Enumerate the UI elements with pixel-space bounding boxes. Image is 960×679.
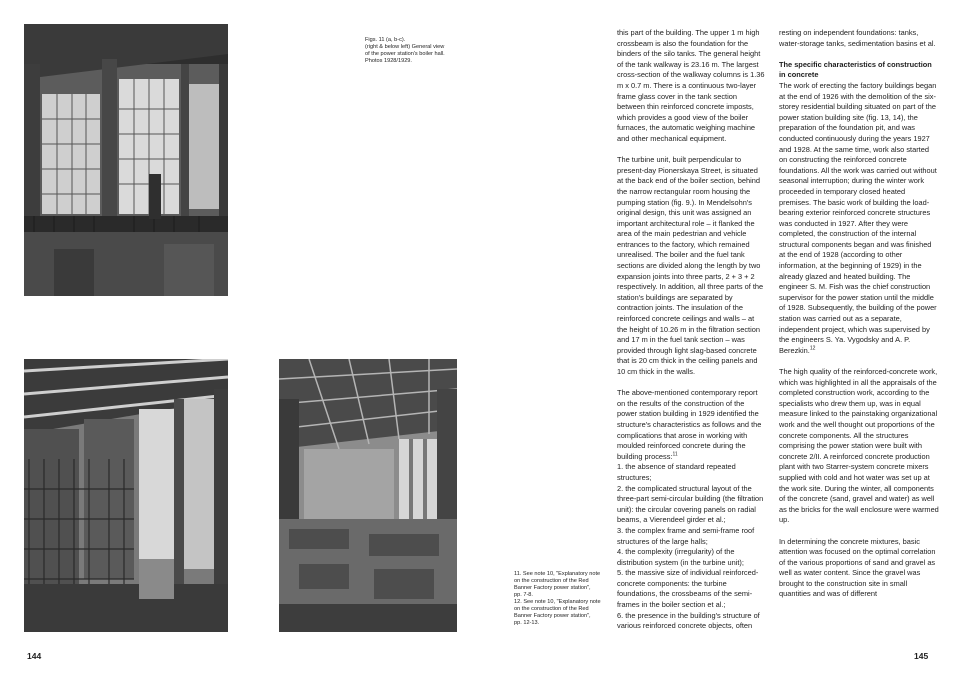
photo-boiler-hall-construction-image (24, 359, 228, 632)
footnotes: 11. See note 10, "Explanatory note on the construction of the Red Banner Factory power station", pp. 7-8. 12. See note 10, "Explanatory note on the construction of the Red Banner Factory power station", pp. 12-13. (514, 571, 601, 626)
col2-paragraph-2: The work of erecting the factory buildings began at the end of 1926 with the demolition of the six-storey residential building situated on part of the power station building site (fig. 13, 14), the preparation of the foundation pit, and was conducted continuously during the years 1927 and 1928. At the same time, work also started on constructing the reinforced concrete foundations. All the work was carried out without seasonal interruption; during the winter work proceeded in temporary closed heated premises. The basic work of building the load-bearing exterior reinforced concrete structures was conducted in 1927. After they were completed, the construction of the internal structural components began and was finished at the end of 1928 (according to other information, at the beginning of 1929) in the already glazed and heated building. The engineer S. M. Fish was the chief construction supervisor for the power station until the middle of 1928. Subsequently, the building of the power station was carried out as a separate, independent project, which was supervised by the engineers S. Ya. Vygodsky and A. P. Berezkin.$^{12}$ (779, 80, 937, 355)
col1-paragraph-3: The above-mentioned contemporary report on the results of the construction of the power station building in 1929 identified the structure's characteristics as follows and the complications that arose in working with moulded reinforced concrete during the building process:$^{11}$ (617, 388, 762, 461)
photo-hall-interior (279, 359, 457, 632)
figure-caption: Figs. 11 (a, b-c). (right & below left) General view of the power station's boiler hall. Photos 1928/1929. (365, 37, 445, 64)
col2-paragraph-4: In determining the concrete mixtures, basic attention was focused on the optimal correlation of the various proportions of sand and gravel as well as water content. Since the gravel was brought to the construction site in small quantities and was of different (779, 536, 936, 599)
complications-list (617, 462, 765, 632)
list-item: 6. the presence in the building's structure of various reinforced concrete objects, often (617, 610, 760, 631)
photo-hall-interior-image (279, 359, 457, 632)
col2-paragraph-3: The high quality of the reinforced-concrete work, which was highlighted in all the appraisals of the completed construction work, according to the specialists who drew them up, was in equal measure linked to the painstaking organizational work and the well thought out proportions of the concrete components. All the structures comprising the power station were built with concrete 2/II. A reinforced concrete production plant with two Starrer-system concrete mixers supplied with cold and hot water was set up at the work site. During the winter, all components of the concrete (sand, gravel and water) as well as the bricks for the wall enclosure were warmed up. (779, 367, 939, 525)
col1-paragraph-1: this part of the building. The upper 1 m high crossbeam is also the foundation for the binders of the silo tanks. The general height of the tank walkway is 23.16 m. The largest cross-section of the walkway columns is 1.36 m x 0.7 m. There is a continuous two-layer frame glass cover in the tank section between thin reinforced concrete imposts, which provides a good view of the boiler furnaces, the automatic weighing machine and other mechanical equipment. (617, 28, 765, 143)
photo-boiler-hall-gallery-image (24, 24, 228, 296)
page-number-left: 144 (27, 651, 42, 661)
list-item: 4. the complexity (irregularity) of the distribution system (in the turbine unit); (617, 547, 744, 567)
list-item: 2. the complicated structural layout of the three-part semi-circular building (the filtration unit): the circular covering panels on radial beams, a Vierendeel girder et al.; (617, 483, 764, 525)
col2-paragraph-1: resting on independent foundations: tanks, water-storage tanks, sedimentation basins et al. (779, 28, 936, 48)
list-item: 3. the complex frame and semi-frame roof structures of the large halls; (617, 525, 755, 546)
list-item: 1. the absence of standard repeated structures; (617, 462, 736, 482)
photo-boiler-hall-construction (24, 359, 228, 632)
section-heading: The specific characteristics of construction in concrete (779, 59, 932, 80)
list-item: 5. the massive size of individual reinforced-concrete components: the turbine foundations, the crossbeams of the semi-frames in the boiler section et al.; (617, 568, 759, 610)
photo-boiler-hall-gallery (24, 24, 228, 296)
text-column-2 (779, 28, 939, 600)
page-number-right: 145 (914, 651, 929, 661)
text-column-1 (617, 28, 765, 632)
col1-paragraph-2: The turbine unit, built perpendicular to present-day Pionerskaya Street, is situated at the back end of the boiler section, behind the narrow rectangular room housing the pumping station (fig. 9.). In Mendelsohn's original design, this unit was assigned an important architectural role – it flanked the area of the main pedestrian and vehicle entrances to the factory, which remained unrealised. The boiler and the fuel tank sections are divided along the length by two expansion joints into three parts, 2 + 3 + 2 respectively. In addition, all three parts of the station's buildings are separated by contraction joints. The insulation of the reinforced concrete ceilings and walls – at the height of 10.26 m in the filtration section and 17 m in the fuel tank section – was provided through light slag-based concrete that is 20 cm thick in the ceiling panels and 10 cm thick in the walls. (617, 155, 764, 376)
